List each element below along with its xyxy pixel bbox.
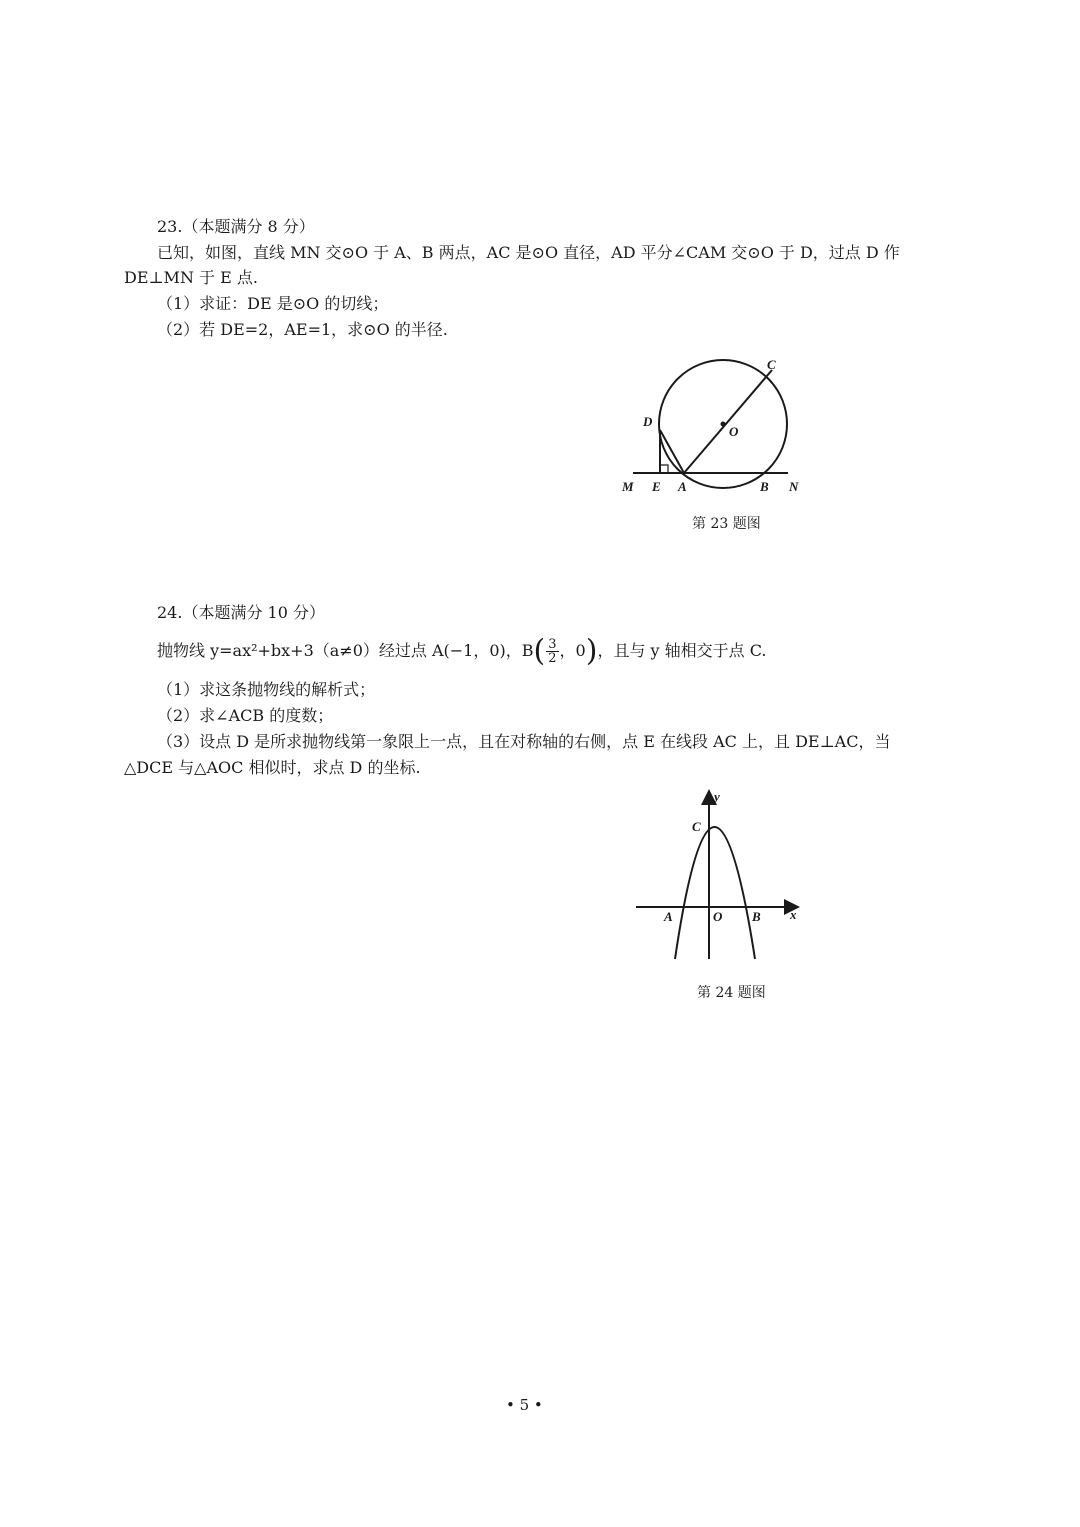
q24-stem-part3: ，且与 y 轴相交于点 C. [597, 641, 767, 660]
q24-part1: （1）求这条抛物线的解析式； [157, 680, 376, 699]
q23-figure [600, 345, 840, 505]
q23-stem-line2: DE⊥MN 于 E 点. [124, 268, 258, 287]
q24-part2: （2）求∠ACB 的度数； [157, 706, 334, 725]
label-c: C [767, 357, 776, 372]
fraction-three-halves [546, 638, 558, 665]
label-m: M [622, 479, 634, 494]
chord-ad [660, 430, 684, 473]
q23-part1: （1）求证：DE 是⊙O 的切线； [157, 294, 389, 313]
label-b: B [752, 909, 761, 924]
q23-heading: 23.（本题满分 8 分） [157, 217, 315, 236]
label-a: A [678, 479, 687, 494]
q23-part2: （2）若 DE=2，AE=1，求⊙O 的半径. [157, 320, 448, 339]
q24-part3-line2: △DCE 与△AOC 相似时，求点 D 的坐标. [124, 758, 421, 777]
q24-stem-part2: ，0 [559, 641, 586, 660]
q24-part3-line1: （3）设点 D 是所求抛物线第一象限上一点，且在对称轴的右侧，点 E 在线段 AC 上，且 DE⊥AC，当 [157, 732, 891, 751]
q24-heading: 24.（本题满分 10 分） [157, 603, 325, 622]
q23-stem-line1: 已知，如图，直线 MN 交⊙O 于 A、B 两点，AC 是⊙O 直径，AD 平分∠CAM 交⊙O 于 D，过点 D 作 [157, 243, 900, 262]
label-e: E [652, 479, 661, 494]
q24-stem-part1: 抛物线 y=ax²+bx+3（a≠0）经过点 A(−1，0)，B [157, 641, 534, 660]
paren-close: ) [585, 633, 598, 669]
q24-stem [157, 633, 767, 669]
label-y: y [714, 789, 720, 804]
label-d: D [643, 414, 653, 429]
paren-open: ( [533, 633, 546, 669]
label-c: C [692, 819, 701, 834]
label-a: A [664, 909, 673, 924]
parabola [675, 827, 755, 959]
q24-figure [620, 785, 820, 965]
label-n: N [789, 479, 799, 494]
q24-caption: 第 24 题图 [697, 985, 766, 1001]
fraction-numerator: 3 [548, 637, 557, 652]
diameter-ac [684, 370, 772, 473]
page-number: • 5 • [506, 1396, 543, 1414]
label-b: B [760, 479, 769, 494]
q23-caption: 第 23 题图 [692, 516, 761, 532]
center-point [721, 422, 726, 427]
fraction-denominator: 2 [548, 651, 557, 666]
label-o: O [713, 909, 723, 924]
label-o: O [729, 424, 739, 439]
right-angle-mark [660, 465, 668, 473]
label-x: x [790, 907, 797, 922]
